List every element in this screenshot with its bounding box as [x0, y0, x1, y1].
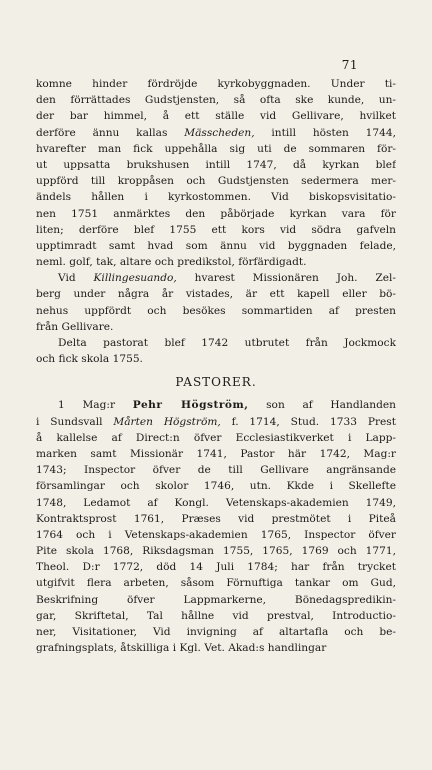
text-line: liten; derföre blef 1755 ett kors vid södra gafveln	[36, 223, 396, 236]
text-line: 1743; Inspector öfver de till Gellivare angränsande	[36, 464, 396, 477]
text-line: Vid Killingesuando, hvarest Missionären Joh. Zel-	[58, 272, 396, 285]
text-line: Delta pastorat blef 1742 utbrutet från Jockmock	[58, 337, 396, 349]
text-line: nen 1751 anmärktes den påbörjade kyrkan vara för	[36, 207, 396, 220]
text-line: utgifvit flera arbeten, såsom Förnuftiga tankar om Gud,	[36, 577, 396, 590]
paragraph-pastor-hogstrom	[36, 397, 396, 656]
section-heading: PASTORER.	[175, 375, 257, 390]
paragraph-pastorate	[36, 335, 396, 367]
text-line: gar, Skriftetal, Tal hållne vid prestval, Introductio-	[36, 609, 396, 622]
text-line: neml. golf, tak, altare och predikstol, förfärdigadt.	[36, 256, 307, 269]
text-line: och fick skola 1755.	[36, 353, 143, 366]
paragraph-church-history	[36, 76, 396, 270]
text-line: nehus uppfördt och besökes sommartiden af presten	[36, 304, 396, 317]
paragraph-killingesuando	[36, 270, 396, 335]
text-line: från Gellivare.	[36, 320, 114, 333]
text-line: berg under några år vistades, är ett kapell eller bö-	[36, 288, 396, 301]
text-line: marken samt Missionär 1741, Pastor här 1742, Mag:r	[36, 447, 396, 460]
text-line: församlingar och skolor 1746, utn. Kkde i Skellefte	[36, 480, 396, 493]
text-line: grafningsplats, åtskilliga i Kgl. Vet. Akad:s handlingar	[36, 642, 327, 655]
text-line: der bar himmel, å ett ställe vid Gellivare, hvilket	[36, 110, 396, 123]
text-line: ut uppsatta brukshusen intill 1747, då kyrkan blef	[36, 158, 396, 171]
text-line: Kontraktsprost 1761, Præses vid prestmötet i Piteå	[36, 512, 396, 525]
text-line: i Sundsvall Mårten Högström, f. 1714, Stud. 1733 Prest	[36, 415, 396, 428]
text-line: komne hinder fördröjde kyrkobyggnaden. Under ti-	[36, 78, 396, 90]
text-line: uppförd till kroppåsen och Gudstjensten sedermera mer-	[36, 175, 396, 188]
page-number: 71	[341, 58, 358, 72]
text-line: derföre ännu kallas Mässcheden, intill hösten 1744,	[36, 126, 396, 139]
text-line: Theol. D:r 1772, död 14 Juli 1784; har från trycket	[36, 561, 396, 574]
text-line: å kallelse af Direct:n öfver Ecclesiastikverket i Lapp-	[36, 431, 396, 444]
text-line: upptimradt samt hvad som ännu vid byggnaden felade,	[36, 239, 396, 252]
text-line: Beskrifning öfver Lappmarkerne, Bönedagspredikin-	[36, 593, 396, 606]
text-line: 1 Mag:r Pehr Högström, son af Handlanden	[58, 399, 396, 412]
text-line: 1748, Ledamot af Kongl. Vetenskaps-akademien 1749,	[36, 496, 396, 509]
text-line: hvarefter man fick uppehålla sig uti de sommaren för-	[36, 142, 396, 155]
text-line: ner, Visitationer, Vid invigning af altartafla och be-	[36, 626, 396, 638]
text-line: ändels hållen i kyrkostommen. Vid biskopsvisitatio-	[36, 191, 396, 204]
page-body	[36, 76, 396, 656]
text-line: 1764 och i Vetenskaps-akademien 1765, Inspector öfver	[36, 528, 396, 541]
text-line: Pite skola 1768, Riksdagsman 1755, 1765, 1769 och 1771,	[36, 545, 396, 558]
text-line: den förrättades Gudstjensten, så ofta ske kunde, un-	[36, 94, 396, 107]
